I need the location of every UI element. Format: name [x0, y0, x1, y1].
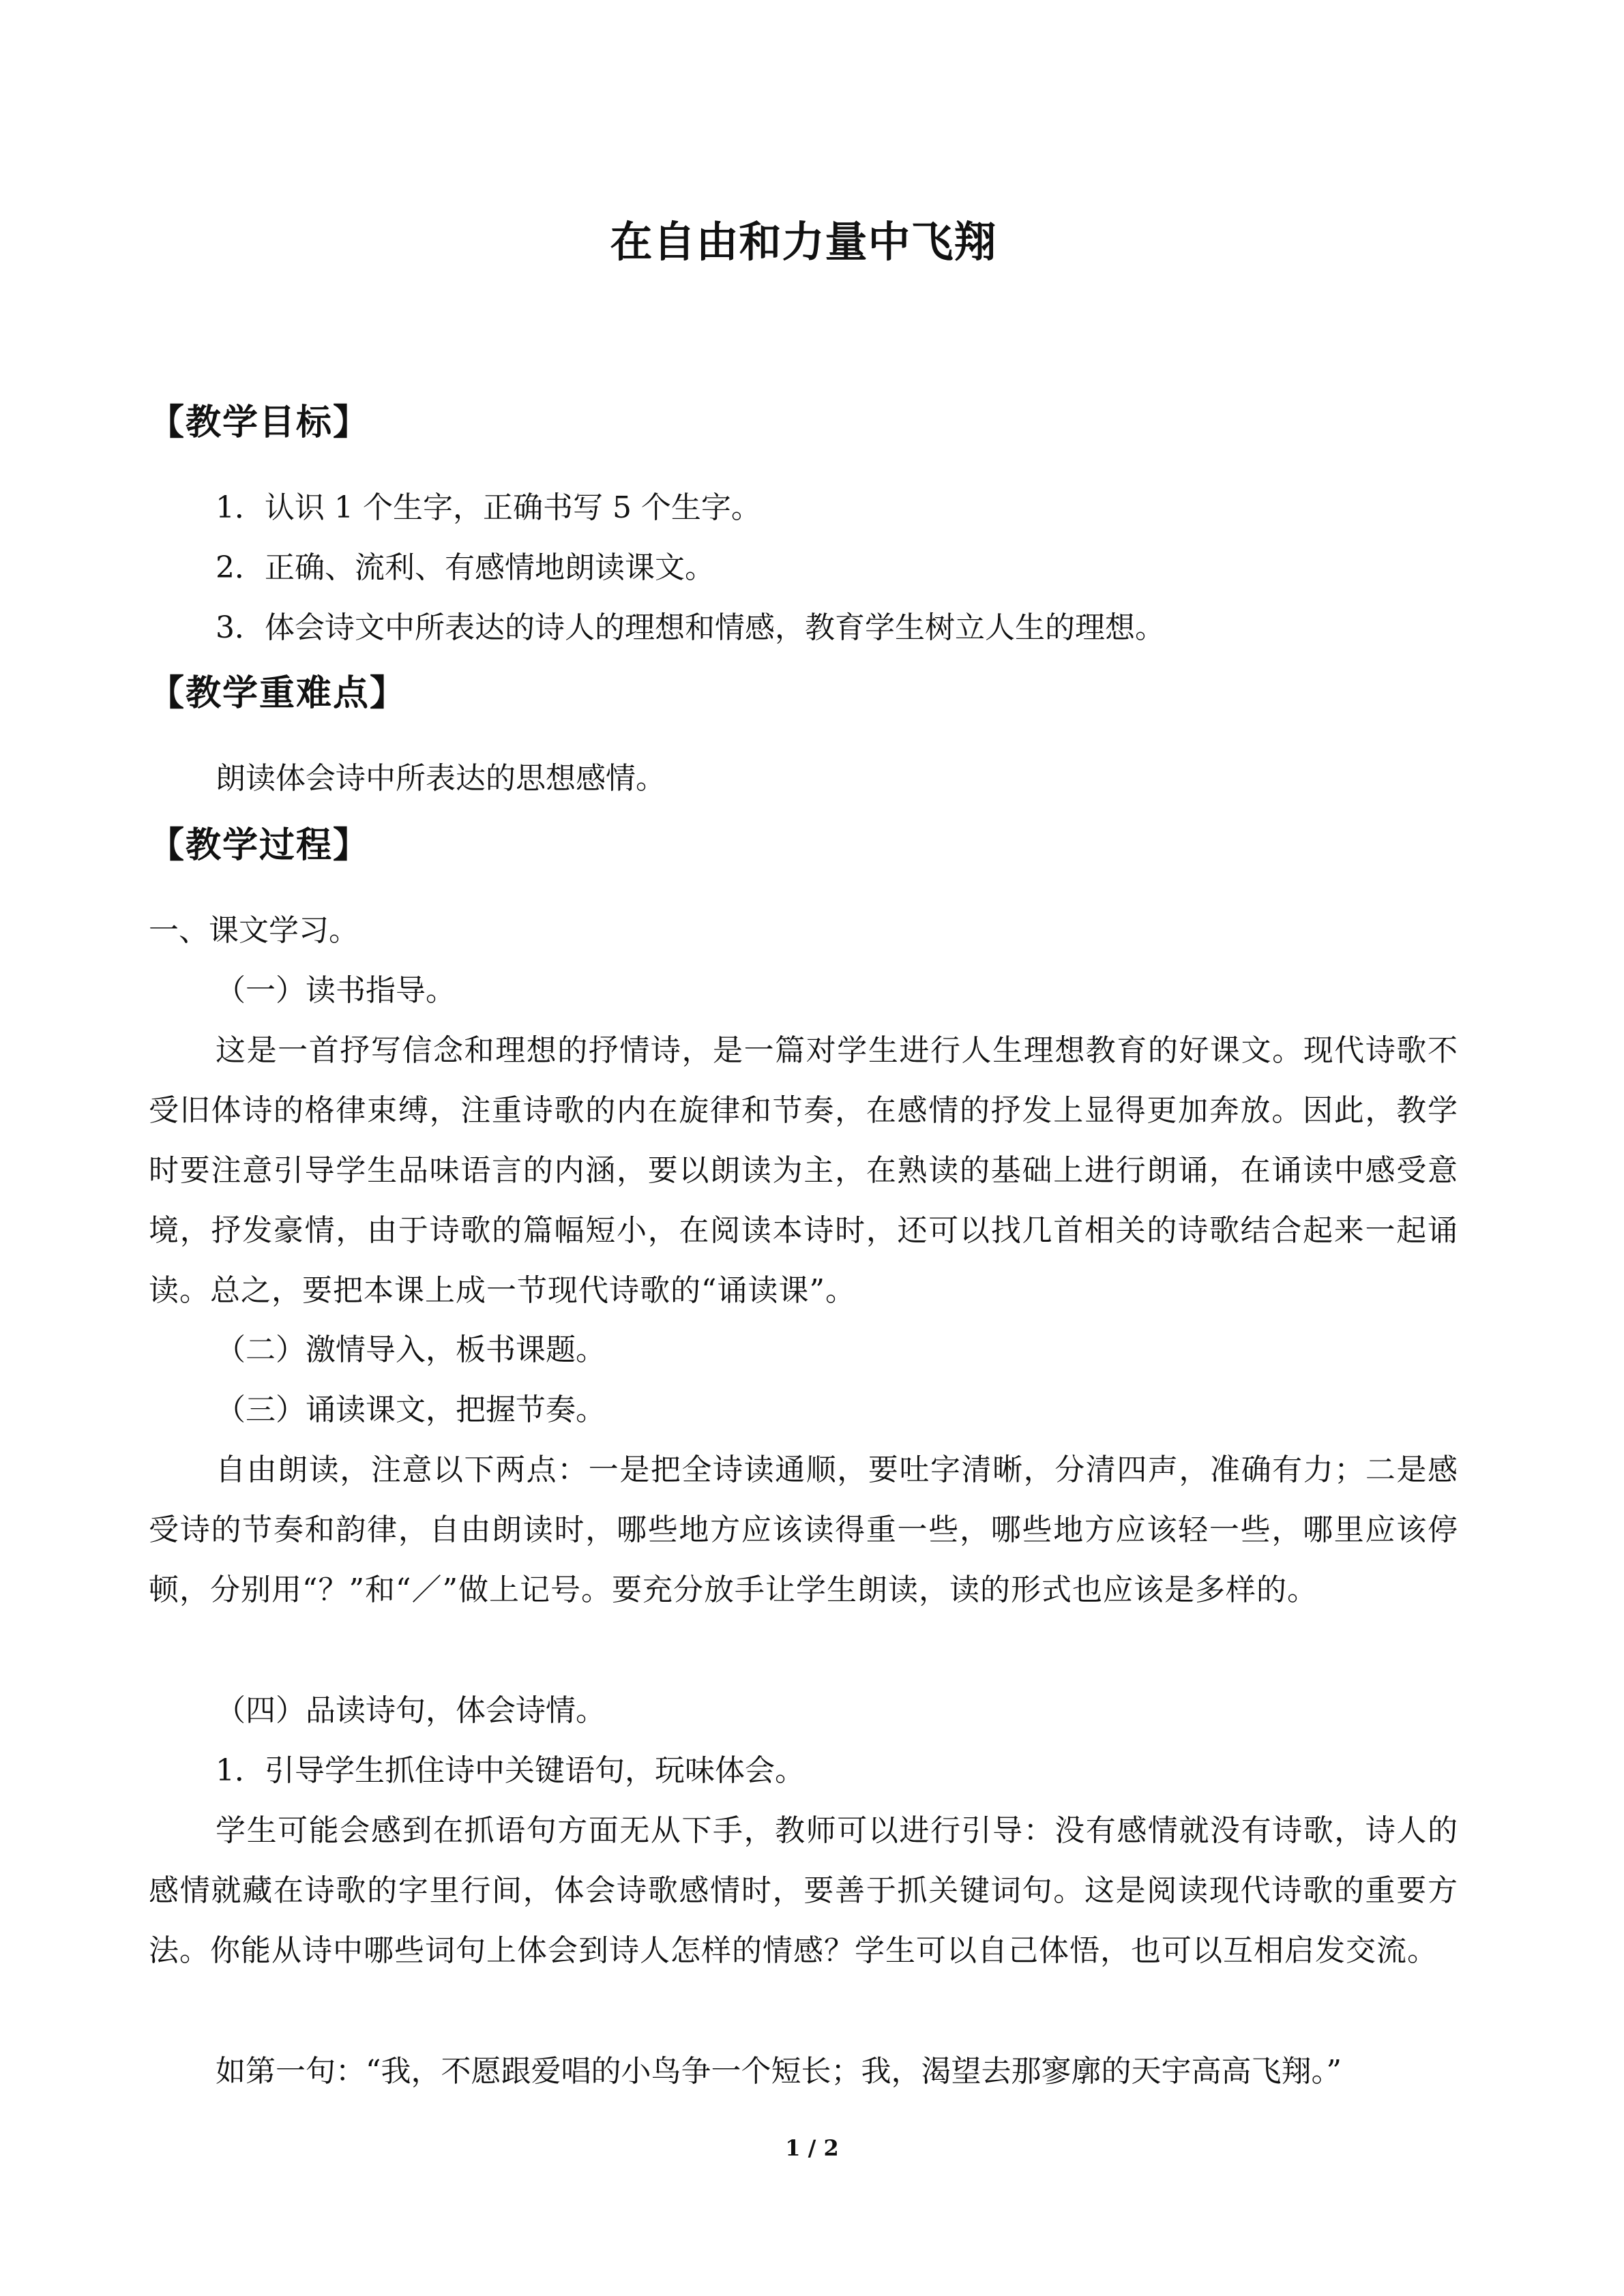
page-number: 1 / 2: [785, 2135, 839, 2161]
document-title: 在自由和力量中飞翔: [610, 217, 997, 267]
process-step-four: （四）品读诗句，体会诗情。: [216, 1693, 606, 1728]
process-paragraph-one: 这是一首抒写信念和理想的抒情诗，是一篇对学生进行人生理想教育的好课文。现代诗歌不受旧体诗的格律束缚，注重诗歌的内在旋律和节奏，在感情的抒发上显得更加奔放。因此，教学时要注意引导学生品味语言的内涵，要以朗读为主，在熟读的基础上进行朗诵，在诵读中感受意境，抒发豪情，由于诗歌的篇幅短小，在阅读本诗时，还可以找几首相关的诗歌结合起来一起诵读。总之，要把本课上成一节现代诗歌的“诵读课”。: [149, 1033, 1458, 1308]
process-sub-one: 1．引导学生抓住诗中关键语句，玩味体会。: [216, 1753, 805, 1788]
process-paragraph-three: 学生可能会感到在抓语句方面无从下手，教师可以进行引导：没有感情就没有诗歌，诗人的感情就藏在诗歌的字里行间，体会诗歌感情时，要善于抓关键词句。这是阅读现代诗歌的重要方法。你能从诗中哪些词句上体会到诗人怎样的情感？学生可以自己体悟，也可以互相启发交流。: [149, 1813, 1458, 1968]
objective-item-1: 1．认识 1 个生字，正确书写 5 个生字。: [216, 490, 761, 525]
process-paragraph-two: 自由朗读，注意以下两点：一是把全诗读通顺，要吐字清晰，分清四声，准确有力；二是感受诗的节奏和韵律，自由朗读时，哪些地方应该读得重一些，哪些地方应该轻一些，哪里应该停顿，分别用“？”和“／”做上记号。要充分放手让学生朗读，读的形式也应该是多样的。: [149, 1452, 1458, 1607]
process-step-three: （三）诵读课文，把握节奏。: [216, 1392, 606, 1427]
key-points-heading: 【教学重难点】: [149, 672, 407, 714]
process-paragraph-four: 如第一句：“我，不愿跟爱唱的小鸟争一个短长；我，渴望去那寥廓的天宇高高飞翔。”: [216, 2054, 1342, 2089]
objectives-heading: 【教学目标】: [149, 402, 370, 443]
objective-item-2: 2．正确、流利、有感情地朗读课文。: [216, 550, 715, 585]
key-points-text: 朗读体会诗中所表达的思想感情。: [216, 761, 666, 796]
process-step-two: （二）激情导入，板书课题。: [216, 1332, 606, 1367]
process-step-one: （一）读书指导。: [216, 973, 456, 1008]
process-part-one: 一、课文学习。: [149, 913, 359, 948]
process-heading: 【教学过程】: [149, 824, 370, 866]
objective-item-3: 3．体会诗文中所表达的诗人的理想和情感，教育学生树立人生的理想。: [216, 610, 1165, 645]
